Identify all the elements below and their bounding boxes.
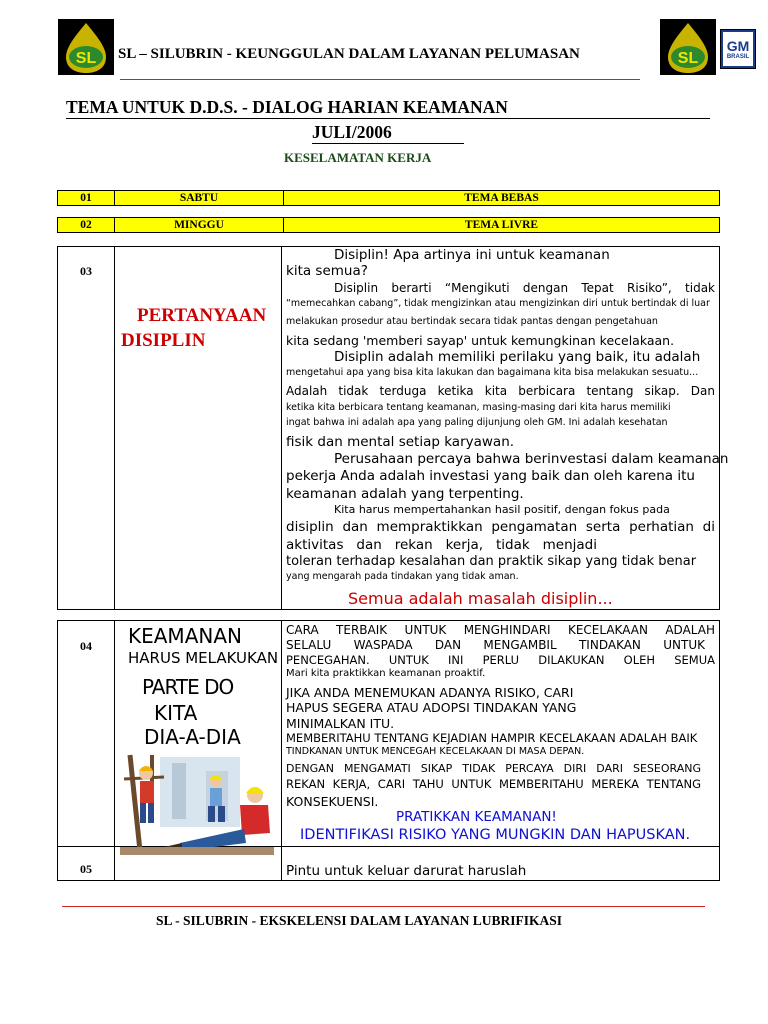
body-line: mengetahui apa yang bisa kita lakukan dan bagaimana kita bisa melakukan sesuatu...: [286, 367, 699, 378]
body-line: REKAN KERJA, CARI TAHU UNTUK MEMBERITAHU MEREKA TENTANG: [286, 777, 701, 791]
body-line: toleran terhadap kesalahan dan praktik sikap yang tidak benar: [286, 554, 697, 569]
entry-05-text: Pintu untuk keluar darurat haruslah: [286, 863, 527, 879]
entry-03-title-2: DISIPLIN: [121, 330, 206, 351]
body-line: yang mengarah pada tindakan yang tidak aman.: [286, 571, 519, 582]
body-line: Mari kita praktikkan keamanan proaktif.: [286, 668, 486, 679]
entry-num: 05: [80, 862, 92, 876]
body-line: aktivitas dan rekan kerja, tidak menjadi: [286, 537, 597, 553]
row-theme: TEMA BEBAS: [464, 192, 539, 204]
gm-mark: GM: [726, 38, 750, 54]
row-day: MINGGU: [115, 218, 284, 232]
header-title: SL – SILUBRIN - KEUNGGULAN DALAM LAYANAN PELUMASAN: [118, 46, 580, 62]
gm-brasil-logo: [720, 29, 756, 69]
workplace-accident-illustration: [120, 751, 274, 855]
body-line: pekerja Anda adalah investasi yang baik dan oleh karena itu: [286, 468, 695, 484]
logo-lettering: SL: [75, 50, 97, 67]
footer-divider: [62, 906, 705, 907]
slogan-2: IDENTIFIKASI RISIKO YANG MUNGKIN DAN HAPUSKAN.: [300, 827, 691, 843]
entry-num: 04: [80, 639, 92, 653]
body-line: Disiplin berarti “Mengikuti dengan Tepat Risiko”, tidak: [334, 281, 715, 295]
body-line: ketika kita berbicara tentang keamanan, masing-masing dari kita harus memiliki: [286, 402, 671, 413]
body-line: Kita harus mempertahankan hasil positif, dengan fokus pada: [334, 503, 670, 516]
conclusion-text: Semua adalah masalah disiplin...: [348, 589, 613, 608]
body-line: SELALU WASPADA DAN MENGAMBIL TINDAKAN UNTUK: [286, 638, 705, 652]
body-line: KONSEKUENSI.: [286, 794, 379, 809]
body-line: MEMBERITAHU TENTANG KEJADIAN HAMPIR KECELAKAAN ADALAH BAIK: [286, 731, 698, 745]
entry-04-title-2: HARUS MELAKUKAN: [128, 649, 279, 667]
schedule-row-01: [57, 190, 720, 206]
header-divider: [120, 79, 640, 80]
body-line: JIKA ANDA MENEMUKAN ADANYA RISIKO, CARI: [286, 685, 574, 700]
body-line: Adalah tidak terduga ketika kita berbicara tentang sikap. Dan: [286, 384, 715, 398]
body-line: HAPUS SEGERA ATAU ADOPSI TINDAKAN YANG: [286, 700, 577, 715]
silubrin-logo-left: [58, 19, 114, 75]
logo-lettering-right: SL: [677, 50, 699, 67]
row-num: 02: [58, 218, 115, 232]
body-line: “memecahkan cabang”, tidak mengizinkan atau mengizinkan diri untuk bertindak di luar: [286, 298, 710, 309]
body-line: disiplin dan mempraktikkan pengamatan serta perhatian di: [286, 519, 715, 535]
month-label: JULI/2006: [312, 122, 464, 144]
subject-label: KESELAMATAN KERJA: [284, 150, 432, 165]
entry-03-title-1: PERTANYAAN: [137, 305, 267, 326]
row-num: 01: [58, 191, 115, 205]
body-line: kita sedang 'memberi sayap' untuk kemungkinan kecelakaan.: [286, 333, 675, 348]
entry-04-title-5: DIA-A-DIA: [144, 725, 241, 749]
row-day: SABTU: [115, 191, 284, 205]
entry-04-table: [57, 620, 720, 881]
entry-04-title-3: PARTE DO: [142, 675, 234, 699]
body-line: fisik dan mental setiap karyawan.: [286, 434, 515, 450]
entry-04-title-4: KITA: [154, 701, 198, 725]
body-line: PENCEGAHAN. UNTUK INI PERLU DILAKUKAN OLEH SEMUA: [286, 653, 715, 667]
body-line: melakukan prosedur atau bertindak secara tidak pantas dengan pengetahuan: [286, 316, 658, 327]
body-line: ingat bahwa ini adalah apa yang paling dijunjung oleh GM. Ini adalah kesehatan: [286, 417, 668, 428]
gm-sub: BRASIL: [726, 54, 750, 60]
body-line: Disiplin adalah memiliki perilaku yang baik, itu adalah: [334, 349, 701, 365]
body-line: TINDKANAN UNTUK MENCEGAH KECELAKAAN DI MASA DEPAN.: [286, 746, 585, 757]
footer-text: SL - SILUBRIN - EKSKELENSI DALAM LAYANAN LUBRIFIKASI: [156, 913, 562, 928]
theme-title: TEMA UNTUK D.D.S. - DIALOG HARIAN KEAMANAN: [66, 97, 710, 119]
entry-num: 03: [80, 264, 92, 278]
body-line: MINIMALKAN ITU.: [286, 716, 395, 731]
entry-04-title-1: KEAMANAN: [128, 624, 242, 648]
body-line: kita semua?: [286, 263, 368, 279]
entry-03-body: [286, 247, 729, 609]
silubrin-logo-right: [660, 19, 716, 75]
schedule-row-02: [57, 217, 720, 233]
body-line: keamanan adalah yang terpenting.: [286, 486, 524, 502]
body-line: Disiplin! Apa artinya ini untuk keamanan: [334, 247, 610, 263]
body-line: DENGAN MENGAMATI SIKAP TIDAK PERCAYA DIRI DARI SESEORANG: [286, 762, 701, 775]
slogan-1: PRATIKKAN KEAMANAN!: [396, 809, 557, 825]
body-line: Perusahaan percaya bahwa berinvestasi dalam keamanan: [334, 451, 729, 467]
body-line: CARA TERBAIK UNTUK MENGHINDARI KECELAKAAN ADALAH: [286, 623, 715, 637]
entry-03-table: [57, 246, 729, 610]
row-theme: TEMA LIVRE: [464, 219, 539, 231]
entry-04-body: [286, 621, 715, 846]
